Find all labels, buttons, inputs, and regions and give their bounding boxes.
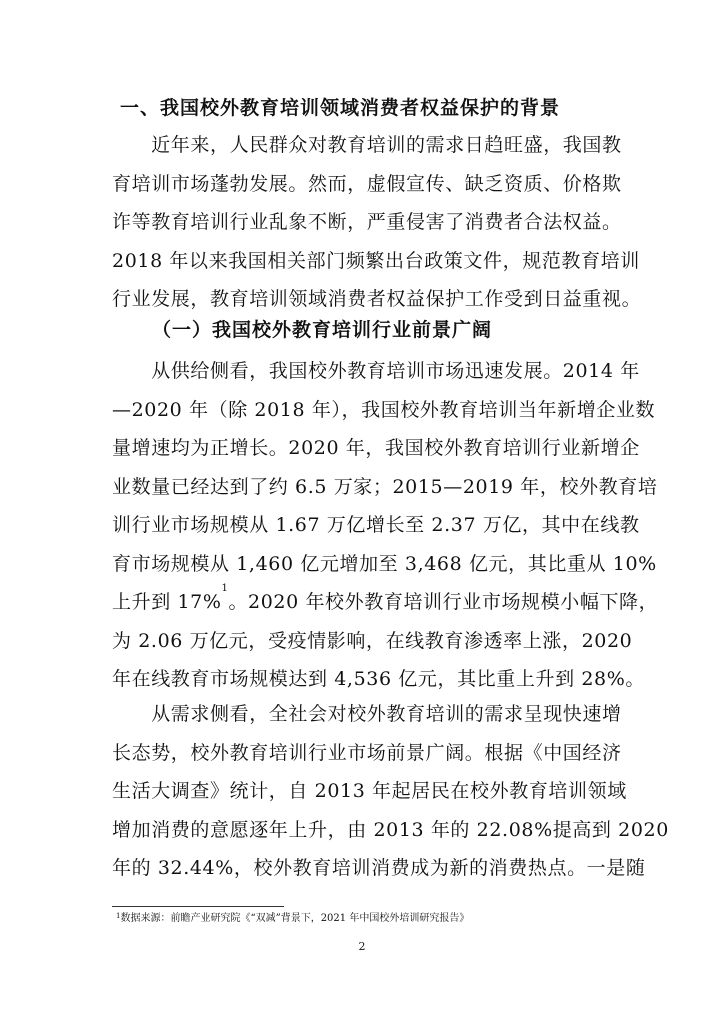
text-line: 育市场规模从 1,460 亿元增加至 3,468 亿元，其比重从 10% — [112, 552, 657, 575]
footnote — [116, 912, 616, 926]
footnote-reference[interactable]: 1 — [221, 583, 229, 594]
text-line: 育培训市场蓬勃发展。然而，虚假宣传、缺乏资质、价格欺 — [112, 172, 622, 195]
text-line: 业数量已经达到了约 6.5 万家；2015—2019 年，校外教育培 — [112, 475, 658, 498]
text-line: 量增速均为正增长。2020 年，我国校外教育培训行业新增企 — [112, 437, 640, 459]
text-line: 年的 32.44%，校外教育培训消费成为新的消费热点。一是随 — [112, 857, 646, 879]
text-segment: 。2020 年校外教育培训行业市场规模小幅下降， — [228, 591, 659, 613]
section-heading: 一、我国校外教育培训领域消费者权益保护的背景 — [120, 97, 561, 119]
text-line: 从供给侧看，我国校外教育培训市场迅速发展。2014 年 — [112, 360, 640, 382]
subsection-heading: （一）我国校外教育培训行业前景广阔 — [152, 319, 493, 341]
text-line: 2018 年以来我国相关部门频繁出台政策文件，规范教育培训 — [112, 249, 640, 272]
text-line: 近年来，人民群众对教育培训的需求日趋旺盛，我国教 — [112, 134, 622, 156]
text-line: 从需求侧看，全社会对校外教育培训的需求呈现快速增 — [112, 703, 622, 725]
text-line: 诈等教育培训行业乱象不断，严重侵害了消费者合法权益。 — [112, 211, 622, 233]
text-line: 年在线教育市场规模达到 4,536 亿元，其比重上升到 28%。 — [112, 668, 645, 690]
text-line: 增加消费的意愿逐年上升，由 2013 年的 22.08%提高到 2020 — [112, 818, 669, 841]
text-line: 训行业市场规模从 1.67 万亿增长至 2.37 万亿，其中在线教 — [112, 514, 640, 536]
text-segment: 上升到 17% — [112, 591, 222, 613]
text-line: 行业发展，教育培训领域消费者权益保护工作受到日益重视。 — [112, 288, 642, 310]
text-line: —2020 年（除 2018 年），我国校外教育培训当年新增企业数 — [112, 398, 656, 421]
paragraph-demand-side — [112, 695, 669, 888]
footnote-text: 数据来源：前瞻产业研究院《“双减”背景下，2021 年中国校外培训研究报告》 — [120, 913, 470, 924]
footnote-marker: 1 — [116, 912, 121, 920]
paragraph-background — [112, 126, 642, 319]
paragraph-supply-side — [112, 352, 659, 699]
text-line: 为 2.06 万亿元，受疫情影响，在线教育渗透率上涨，2020 — [112, 629, 633, 652]
footnote-divider — [112, 906, 284, 907]
text-line: 长态势，校外教育培训行业市场前景广阔。根据《中国经济 — [112, 741, 622, 764]
page-number: 2 — [358, 940, 366, 953]
text-line: 生活大调查》统计，自 2013 年起居民在校外教育培训领域 — [112, 780, 627, 802]
text-line-with-footnote — [112, 583, 659, 622]
